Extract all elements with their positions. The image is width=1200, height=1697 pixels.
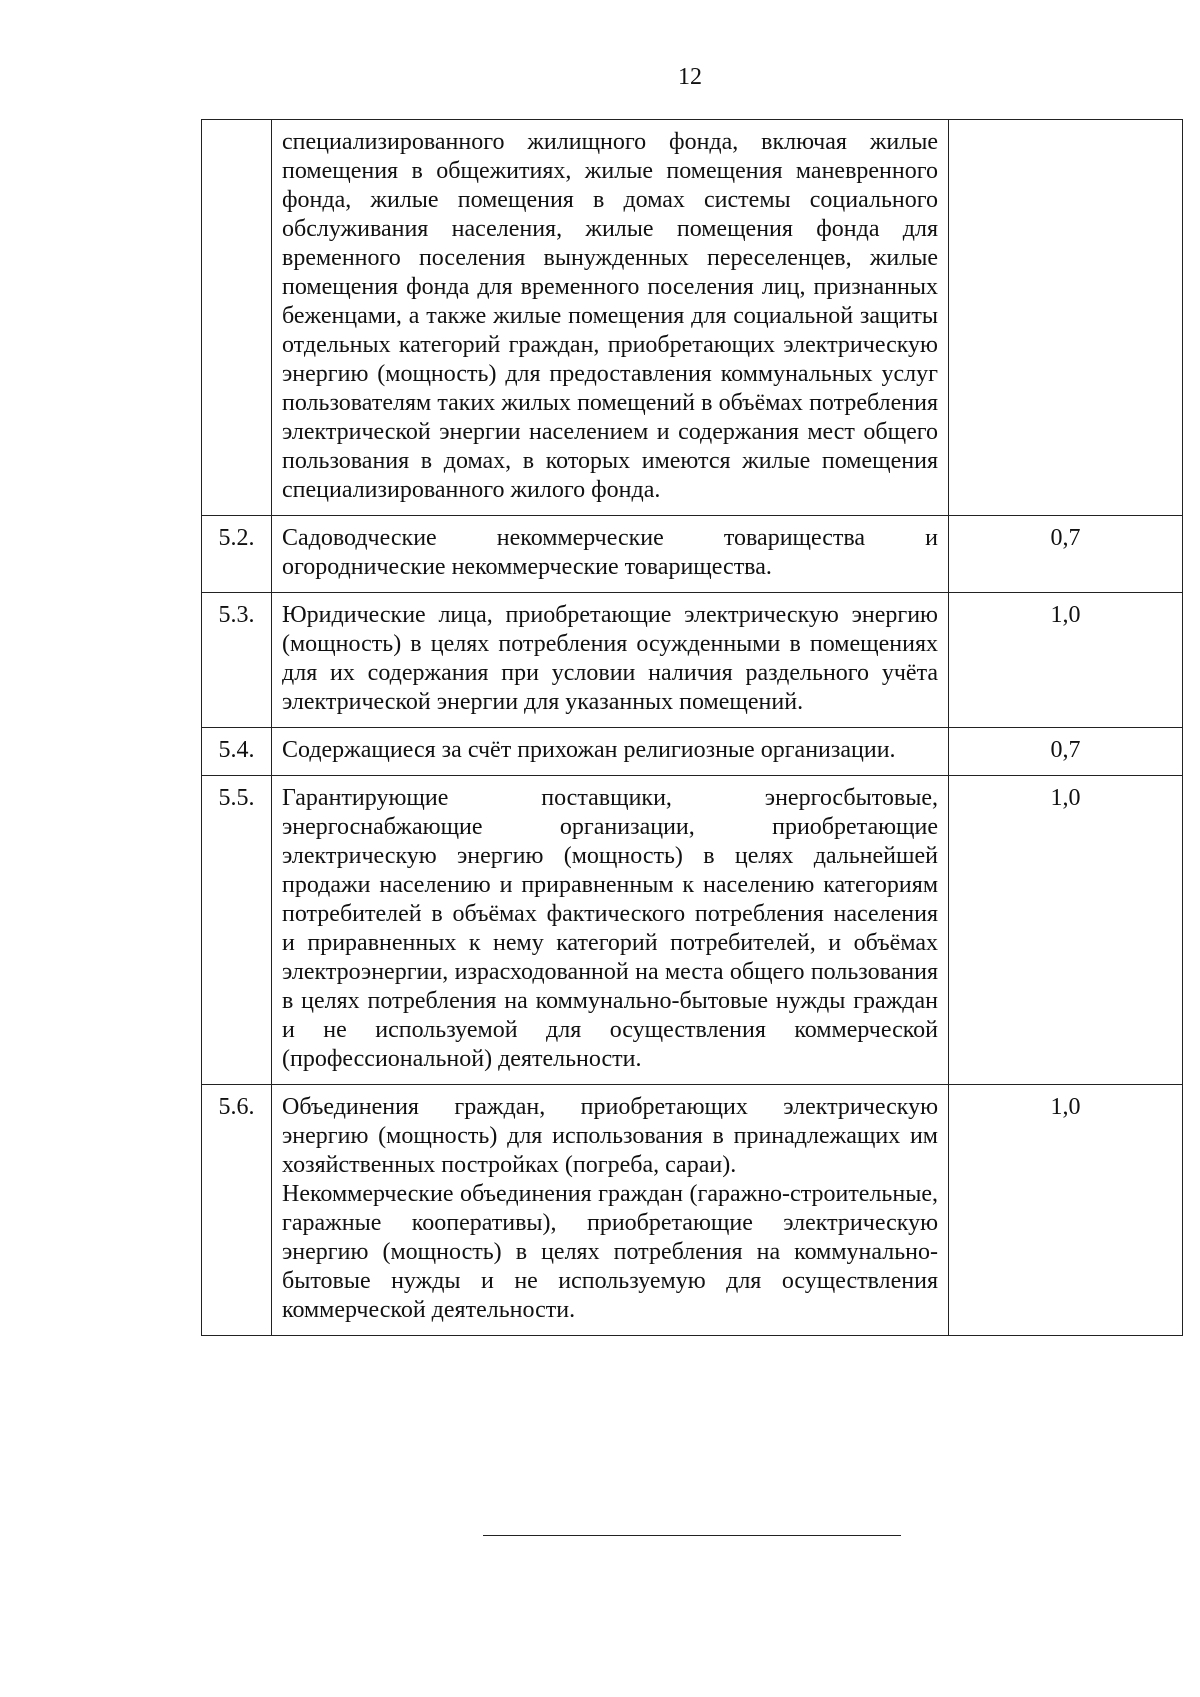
row-coefficient: 0,7 <box>949 516 1183 593</box>
row-description <box>272 1085 949 1336</box>
description-paragraph: Садоводческие некоммерческие товарищества и огороднические некоммерческие товарищества. <box>282 525 938 580</box>
table-row <box>202 516 1183 593</box>
table-row <box>202 593 1183 728</box>
row-description <box>272 776 949 1085</box>
description-paragraph: Содержащиеся за счёт прихожан религиозные организации. <box>282 737 896 763</box>
table-row <box>202 1085 1183 1336</box>
tariff-coefficients-table <box>201 119 1183 1336</box>
description-paragraph: Гарантирующие поставщики, энергосбытовые, энергоснабжающие организации, приобретающие электрическую энергию (мощность) в целях дальнейшей продажи населению и приравненным к населению категориям потребителей в объёмах фактического потребления населения и приравненных к нему категорий потребителей, и объёмах электроэнергии, израсходованной на места общего пользования в целях потребления на коммунально-бытовые нужды граждан и не используемой для осуществления коммерческой (профессиональной) деятельности. <box>282 785 938 1072</box>
row-number: 5.4. <box>202 728 272 776</box>
row-number <box>202 120 272 516</box>
row-coefficient <box>949 120 1183 516</box>
row-description <box>272 593 949 728</box>
description-paragraph: специализированного жилищного фонда, включая жилые помещения в общежитиях, жилые помещения маневренного фонда, жилые помещения в домах системы социального обслуживания населения, жилые помещения фонда для временного поселения вынужденных переселенцев, жилые помещения фонда для временного поселения лиц, признанных беженцами, а также жилые помещения для социальной защиты отдельных категорий граждан, приобретающих электрическую энергию (мощность) для предоставления коммунальных услуг пользователям таких жилых помещений в объёмах потребления электрической энергии населением и содержания мест общего пользования в домах, в которых имеются жилые помещения специализированного жилого фонда. <box>282 129 938 503</box>
row-number: 5.3. <box>202 593 272 728</box>
row-description <box>272 120 949 516</box>
table-row <box>202 120 1183 516</box>
table-row <box>202 776 1183 1085</box>
description-paragraph: Юридические лица, приобретающие электрическую энергию (мощность) в целях потребления осужденными в помещениях для их содержания при условии наличия раздельного учёта электрической энергии для указанных помещений. <box>282 602 938 715</box>
row-coefficient: 1,0 <box>949 776 1183 1085</box>
row-description <box>272 728 949 776</box>
table-row <box>202 728 1183 776</box>
row-number: 5.2. <box>202 516 272 593</box>
row-number: 5.5. <box>202 776 272 1085</box>
description-paragraph: Объединения граждан, приобретающих электрическую энергию (мощность) для использования в принадлежащих им хозяйственных постройках (погреба, сараи). <box>282 1094 938 1178</box>
description-paragraph: Некоммерческие объединения граждан (гаражно-строительные, гаражные кооперативы), приобретающие электрическую энергию (мощность) в целях потребления на коммунально-бытовые нужды и не используемую для осуществления коммерческой деятельности. <box>282 1181 938 1323</box>
row-number: 5.6. <box>202 1085 272 1336</box>
row-coefficient: 1,0 <box>949 1085 1183 1336</box>
row-coefficient: 1,0 <box>949 593 1183 728</box>
page-number: 12 <box>678 64 702 90</box>
end-of-document-rule <box>483 1535 901 1536</box>
row-coefficient: 0,7 <box>949 728 1183 776</box>
row-description <box>272 516 949 593</box>
